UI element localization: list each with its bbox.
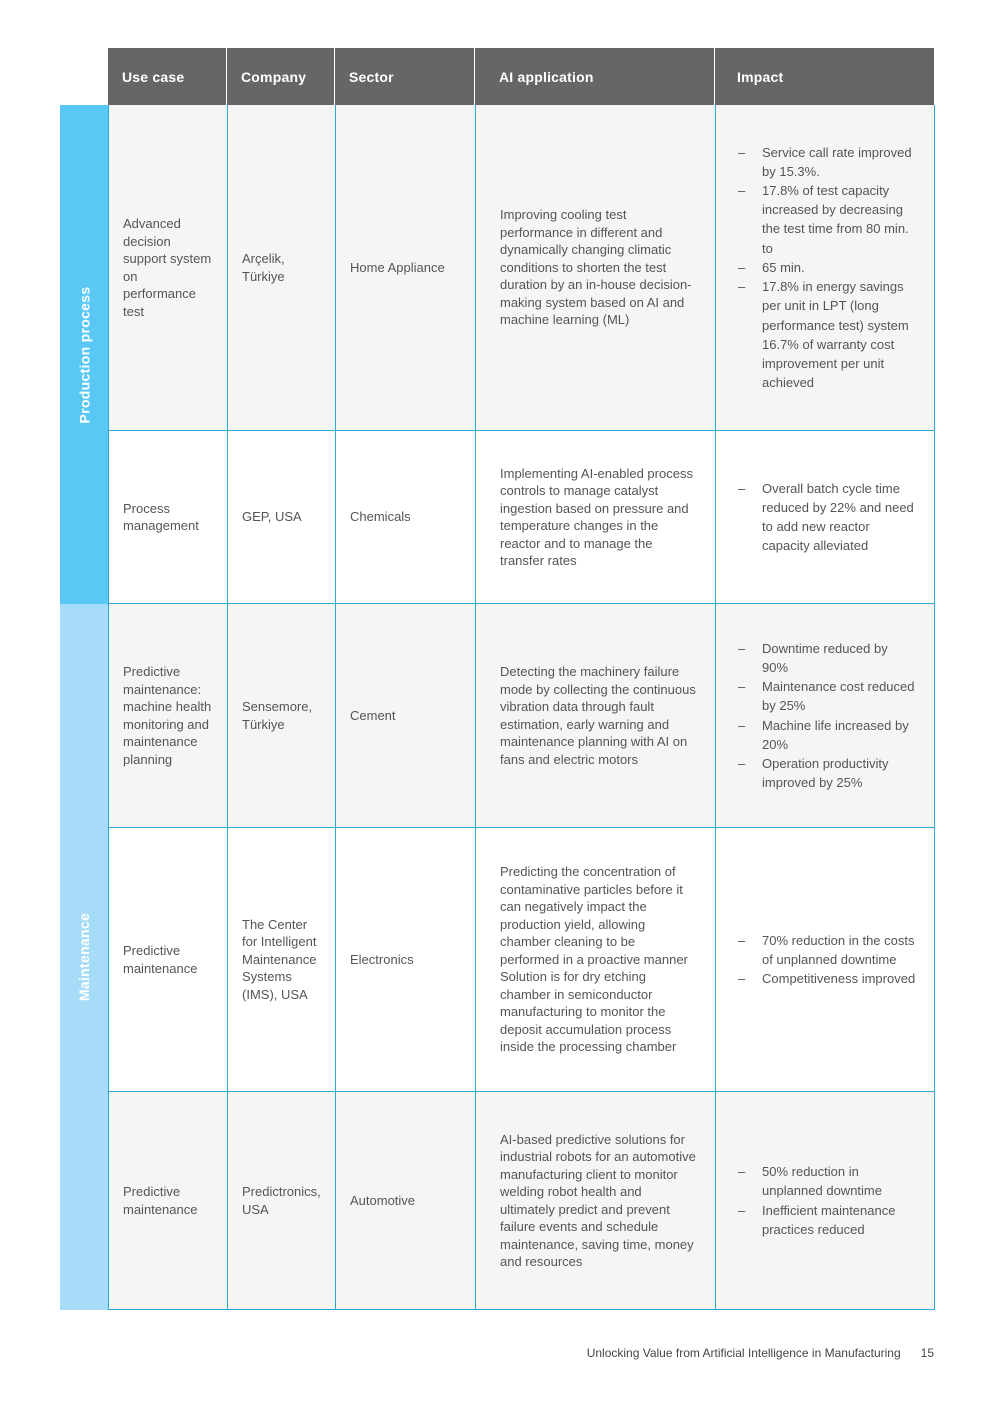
table-row (109, 1092, 935, 1310)
sector-cell: Cement (336, 604, 476, 827)
company-cell: Sensemore, Türkiye (228, 604, 336, 827)
company-cell: The Center for Intelligent Maintenance Systems (IMS), USA (228, 828, 336, 1091)
impact-cell (716, 828, 935, 1091)
use-case-cell: Advanced decision support system on performance test (109, 105, 228, 430)
impact-item: – Service call rate improved by 15.3%. (738, 143, 916, 181)
impact-item: – Machine life increased by 20% (738, 716, 916, 754)
ai-application-cell: Implementing AI-enabled process controls to manage catalyst ingestion based on pressure and temperature changes in the reactor and to manage the transfer rates (476, 431, 716, 603)
ai-application-cell: AI-based predictive solutions for industrial robots for an automotive manufacturing client to monitor welding robot health and ultimately predict and prevent failure events and schedule maintenance, saving time, money and resources (476, 1092, 716, 1309)
impact-item: – 65 min. (738, 258, 916, 277)
use-case-cell: Predictive maintenance: machine health monitoring and maintenance planning (109, 604, 228, 827)
impact-item: – Inefficient maintenance practices reduced (738, 1201, 916, 1239)
impact-item: – 50% reduction in unplanned downtime (738, 1162, 916, 1200)
sector-cell: Chemicals (336, 431, 476, 603)
header-ai-application: AI application (475, 48, 715, 105)
sector-cell: Electronics (336, 828, 476, 1091)
table-row (109, 828, 935, 1092)
footer-title: Unlocking Value from Artificial Intelligence in Manufacturing (586, 1346, 901, 1360)
section-label-maintenance: Maintenance (60, 604, 108, 1310)
header-sector: Sector (335, 48, 475, 105)
section-label-production-process: Production process (60, 105, 108, 604)
impact-cell (716, 1092, 935, 1309)
use-case-cell: Process management (109, 431, 228, 603)
ai-application-cell: Improving cooling test performance in different and dynamically changing climatic conditions to shorten the test duration by an in-house decision-making system based on AI and machine learning (ML) (476, 105, 716, 430)
header-company: Company (227, 48, 335, 105)
table-header (108, 48, 934, 105)
use-case-cell: Predictive maintenance (109, 828, 228, 1091)
impact-item: – Overall batch cycle time reduced by 22% and need to add new reactor capacity alleviated (738, 479, 916, 556)
impact-item: – 17.8% in energy savings per unit in LPT (long performance test) system 16.7% of warranty cost improvement per unit achieved (738, 277, 916, 392)
ai-application-cell: Predicting the concentration of contaminative particles before it can negatively impact the production yield, allowing chamber cleaning to be performed in a proactive manner Solution is for dry etching chamber in semiconductor manufacturing to monitor the deposit accumulation process inside the processing chamber (476, 828, 716, 1091)
sector-cell: Home Appliance (336, 105, 476, 430)
header-use-case: Use case (108, 48, 227, 105)
table-row (109, 105, 935, 431)
impact-cell (716, 604, 935, 827)
company-cell: GEP, USA (228, 431, 336, 603)
impact-item: – Downtime reduced by 90% (738, 639, 916, 677)
impact-item: – 70% reduction in the costs of unplanned downtime (738, 931, 916, 969)
ai-application-cell: Detecting the machinery failure mode by collecting the continuous vibration data through fault estimation, early warning and maintenance planning with AI on fans and electric motors (476, 604, 716, 827)
impact-cell (716, 431, 935, 603)
company-cell: Arçelik, Türkiye (228, 105, 336, 430)
impact-item: – Maintenance cost reduced by 25% (738, 677, 916, 715)
company-cell: Predictronics, USA (228, 1092, 336, 1309)
table-row (109, 604, 935, 828)
page-footer (587, 1346, 934, 1360)
impact-item: – Operation productivity improved by 25% (738, 754, 916, 792)
page-number: 15 (920, 1346, 934, 1360)
table-body (108, 105, 935, 1310)
impact-cell (716, 105, 935, 430)
header-impact: Impact (715, 48, 934, 105)
impact-item: – 17.8% of test capacity increased by decreasing the test time from 80 min. to (738, 181, 916, 258)
sector-cell: Automotive (336, 1092, 476, 1309)
table-row (109, 431, 935, 604)
use-case-cell: Predictive maintenance (109, 1092, 228, 1309)
impact-item: – Competitiveness improved (738, 969, 916, 988)
